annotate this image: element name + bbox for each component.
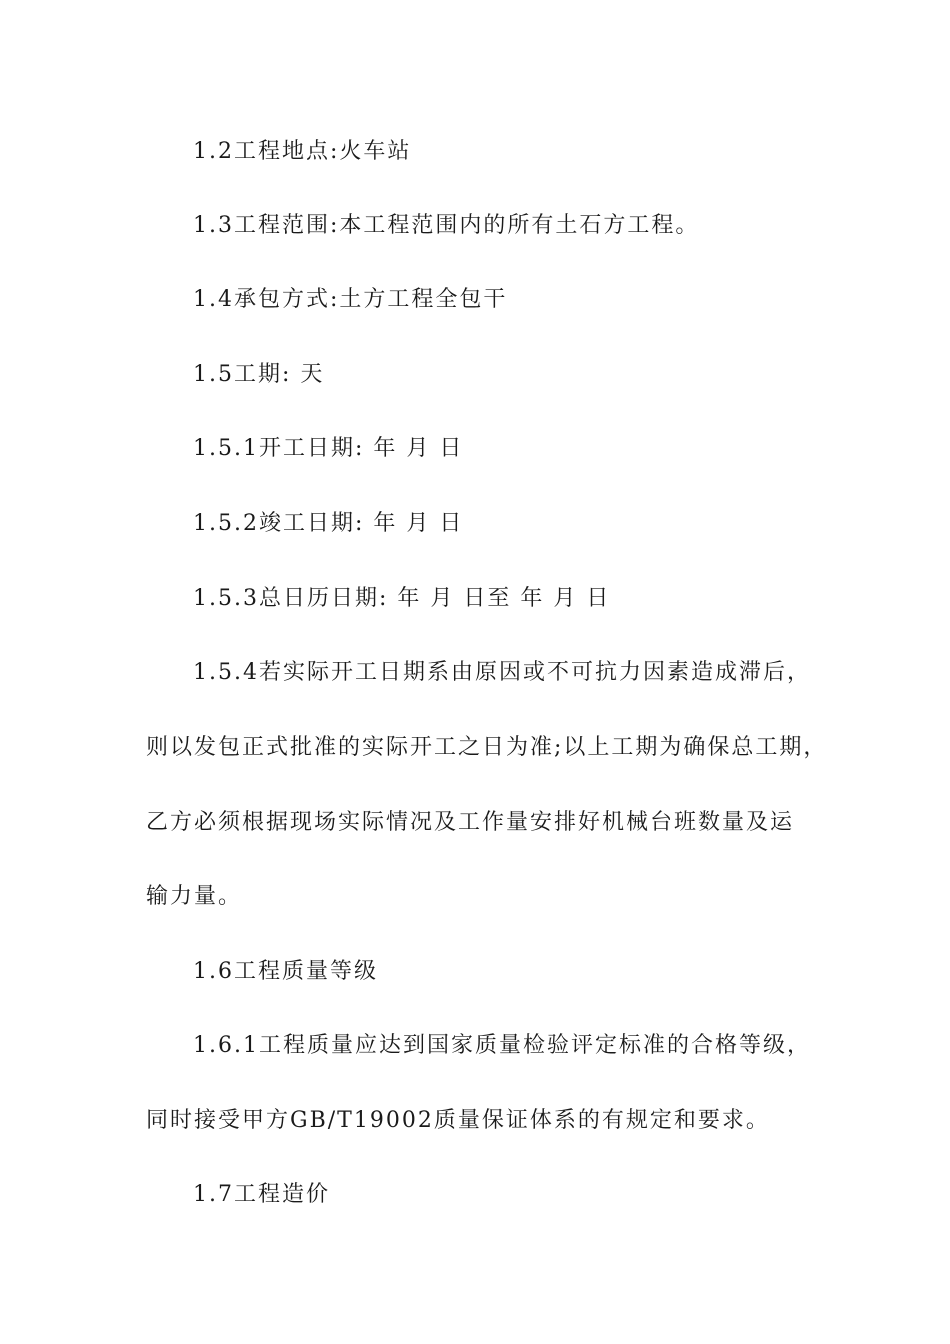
text-line: 1.5.4若实际开工日期系由原因或不可抗力因素造成滞后， bbox=[193, 660, 811, 685]
text-line: 乙方必须根据现场实际情况及工作量安排好机械台班数量及运 bbox=[146, 810, 795, 835]
text-line: 1.6工程质量等级 bbox=[193, 959, 378, 984]
text-line: 同时接受甲方GB/T19002质量保证体系的有规定和要求。 bbox=[146, 1108, 770, 1133]
text-line: 1.3工程范围:本工程范围内的所有土石方工程。 bbox=[193, 213, 700, 238]
text-line: 输力量。 bbox=[146, 884, 243, 909]
text-line: 1.5.1开工日期: 年 月 日 bbox=[193, 436, 464, 461]
text-line: 1.5.3总日历日期: 年 月 日至 年 月 日 bbox=[193, 586, 611, 611]
text-line: 则以发包正式批准的实际开工之日为准;以上工期为确保总工期， bbox=[146, 735, 828, 760]
text-line: 1.5工期: 天 bbox=[193, 362, 325, 387]
text-line: 1.5.2竣工日期: 年 月 日 bbox=[193, 511, 464, 536]
text-line: 1.4承包方式:土方工程全包干 bbox=[193, 287, 508, 312]
text-line: 1.6.1工程质量应达到国家质量检验评定标准的合格等级， bbox=[193, 1033, 811, 1058]
text-line: 1.2工程地点:火车站 bbox=[193, 139, 412, 164]
text-line: 1.7工程造价 bbox=[193, 1182, 330, 1207]
